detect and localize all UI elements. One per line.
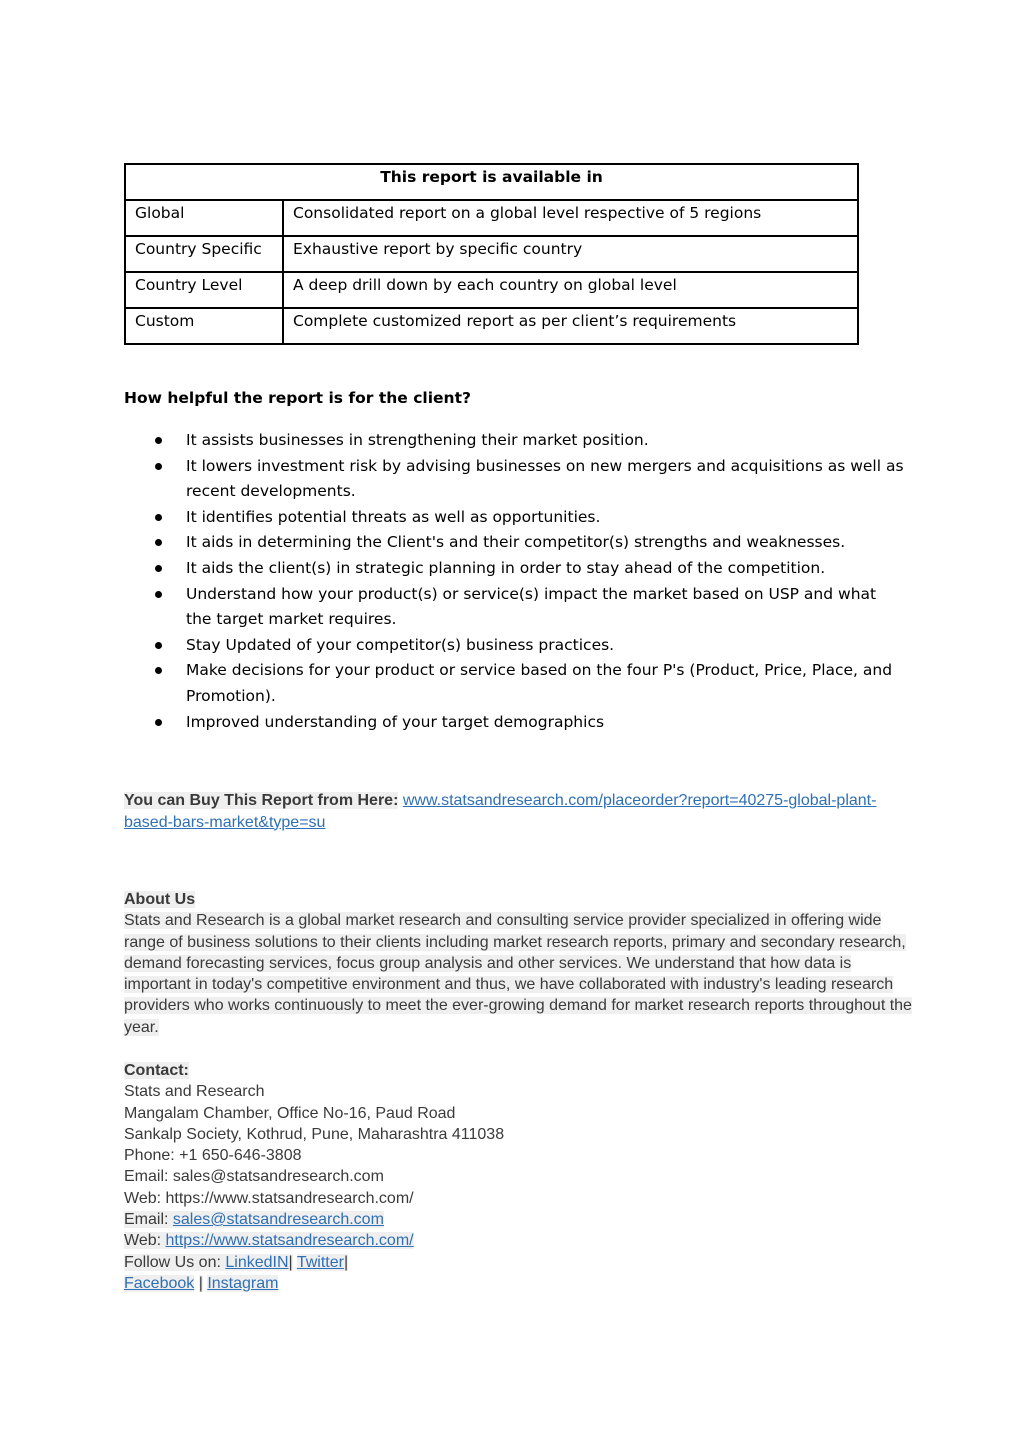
list-item-text: It aids the client(s) in strategic planning in order to stay ahead of the competition. xyxy=(186,558,826,577)
buy-label: You can Buy This Report from Here: xyxy=(124,792,399,809)
twitter-link[interactable]: Twitter xyxy=(296,1253,344,1271)
buy-report-link[interactable]: www.statsandresearch.com/placeorder?report=40275-global-plant-based-bars-market&type=su xyxy=(124,792,877,831)
bullet-icon xyxy=(155,667,162,674)
contact-phone: Phone: +1 650-646-3808 xyxy=(124,1147,302,1165)
contact-web-row xyxy=(124,1230,724,1251)
about-section xyxy=(124,889,914,1038)
table-cell-label: Global xyxy=(125,200,283,236)
about-heading: About Us xyxy=(124,891,196,908)
contact-web-plain: Web: https://www.statsandresearch.com/ xyxy=(124,1189,414,1207)
separator: | xyxy=(343,1253,349,1271)
facebook-link[interactable]: Facebook xyxy=(124,1274,195,1292)
contact-heading: Contact: xyxy=(124,1062,189,1079)
list-item-text: Make decisions for your product or service based on the four P's (Product, Price, Place, and Promotion). xyxy=(186,661,893,705)
linkedin-link[interactable]: LinkedIN xyxy=(225,1253,289,1271)
contact-address-line1: Mangalam Chamber, Office No-16, Paud Road xyxy=(124,1104,456,1122)
bullet-icon xyxy=(155,539,162,546)
contact-section xyxy=(124,1060,724,1294)
list-item-text: Stay Updated of your competitor(s) business practices. xyxy=(186,635,615,654)
table-row xyxy=(125,272,858,308)
table-cell-label: Country Level xyxy=(125,272,283,308)
list-item xyxy=(124,658,904,709)
instagram-link[interactable]: Instagram xyxy=(207,1274,279,1292)
table-row xyxy=(125,236,858,272)
social-row xyxy=(124,1273,724,1294)
separator: | xyxy=(198,1274,203,1292)
list-item-text: It identifies potential threats as well as opportunities. xyxy=(186,507,601,526)
contact-email-row xyxy=(124,1209,724,1230)
list-item xyxy=(124,710,904,736)
separator: | xyxy=(288,1253,293,1271)
email-link[interactable]: sales@statsandresearch.com xyxy=(172,1211,384,1229)
list-item xyxy=(124,454,904,505)
bullet-icon xyxy=(155,591,162,598)
list-item-text: Improved understanding of your target demographics xyxy=(186,712,605,731)
bullet-icon xyxy=(155,565,162,572)
web-label: Web: xyxy=(124,1232,166,1250)
list-item-text: It aids in determining the Client's and their competitor(s) strengths and weaknesses. xyxy=(186,533,846,552)
table-cell-desc: Consolidated report on a global level respective of 5 regions xyxy=(283,200,858,236)
helpful-heading: How helpful the report is for the client? xyxy=(124,389,471,407)
list-item-text: It lowers investment risk by advising businesses on new mergers and acquisitions as well as recent developments. xyxy=(186,456,904,501)
list-item xyxy=(124,633,904,659)
list-item-text: It assists businesses in strengthening their market position. xyxy=(186,431,649,449)
bullet-icon xyxy=(155,514,162,521)
contact-email-plain: Email: sales@statsandresearch.com xyxy=(124,1168,384,1186)
website-link[interactable]: https://www.statsandresearch.com/ xyxy=(165,1232,414,1250)
bullet-icon xyxy=(155,719,162,726)
table-cell-label: Country Specific xyxy=(125,236,283,272)
table-cell-desc: Exhaustive report by specific country xyxy=(283,236,858,272)
list-item-text: Understand how your product(s) or service(s) impact the market based on USP and what the target market requires. xyxy=(186,584,877,629)
contact-address-line2: Sankalp Society, Kothrud, Pune, Maharashtra 411038 xyxy=(124,1125,505,1143)
benefits-list xyxy=(124,428,904,735)
list-item xyxy=(124,582,904,633)
availability-table xyxy=(124,163,859,345)
table-header-row xyxy=(125,164,858,200)
list-item xyxy=(124,530,904,556)
buy-report-paragraph xyxy=(124,790,899,833)
list-item xyxy=(124,556,904,582)
table-row xyxy=(125,200,858,236)
contact-company: Stats and Research xyxy=(124,1083,265,1101)
follow-label: Follow Us on: xyxy=(124,1253,226,1271)
bullet-icon xyxy=(155,642,162,649)
list-item xyxy=(124,505,904,531)
table-cell-label: Custom xyxy=(125,308,283,344)
table-header: This report is available in xyxy=(125,164,858,200)
list-item xyxy=(124,428,904,454)
table-cell-desc: Complete customized report as per client’s requirements xyxy=(283,308,858,344)
table-cell-desc: A deep drill down by each country on global level xyxy=(283,272,858,308)
email-label: Email: xyxy=(124,1211,173,1229)
about-text: Stats and Research is a global market research and consulting service provider specialized in offering wide range of business solutions to their clients including market research reports, primary and secondary research, demand forecasting services, focus group analysis and other services. We understand that how data is important in today's competitive environment and thus, we have collaborated with industry's leading research providers who works continuously to meet the ever-growing demand for market research reports throughout the year. xyxy=(124,912,912,1036)
bullet-icon xyxy=(155,437,162,444)
follow-row xyxy=(124,1252,724,1273)
bullet-icon xyxy=(155,463,162,470)
table-row xyxy=(125,308,858,344)
